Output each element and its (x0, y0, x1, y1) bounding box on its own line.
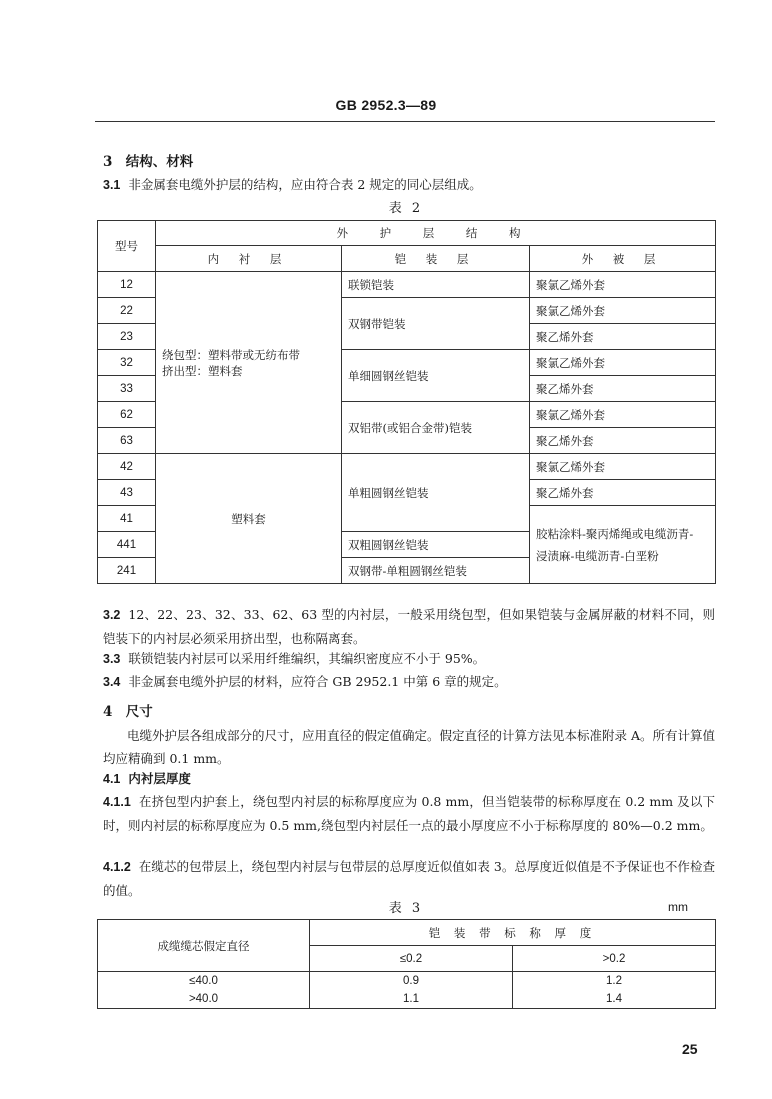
section-4-intro (103, 724, 715, 770)
table-2-caption: 表 2 (388, 201, 424, 216)
outer-cell: 聚乙烯外套 (530, 480, 716, 506)
clause-text: 非金属套电缆外护层的结构，应由符合表 2 规定的同心层组成。 (128, 177, 482, 192)
clause-text: 12、22、23、32、33、62、63 型的内衬层，一般采用绕包型，但如果铠装与金属屏蔽的材料不同，则铠装下的内衬层必须采用挤出型，也称隔离套。 (103, 607, 715, 646)
table-3 (97, 919, 716, 1009)
outer-special-line: 浸渍麻-电缆沥青-白垩粉 (536, 548, 659, 563)
outer-special-line: 胶粘涂料-聚丙烯绳或电缆沥青- (536, 526, 694, 541)
clause-3-2 (103, 603, 715, 650)
page-number: 25 (682, 1041, 698, 1057)
thickness-value: 1.1 (403, 993, 419, 1005)
outer-cell: 聚氯乙烯外套 (530, 454, 716, 480)
diameter-value: >40.0 (188, 993, 219, 1005)
paragraph-text: 电缆外护层各组成部分的尺寸，应用直径的假定值确定。假定直径的计算方法见本标准附录 A。所有计算值均应精确到 0.1 mm。 (103, 728, 716, 766)
armor-cell: 双钢带-单粗圆钢丝铠装 (342, 558, 530, 584)
inner-layer-group-a (156, 272, 342, 454)
clause-number: 4.1.2 (103, 860, 131, 874)
header-gt-0-2: >0.2 (513, 946, 716, 972)
model-cell: 43 (98, 480, 156, 506)
clause-number: 3.4 (103, 675, 121, 689)
outer-cell: 聚氯乙烯外套 (530, 298, 716, 324)
outer-cell: 聚乙烯外套 (530, 428, 716, 454)
armor-cell: 双粗圆钢丝铠装 (342, 532, 530, 558)
armor-cell: 双钢带铠装 (342, 298, 530, 350)
outer-cell: 聚氯乙烯外套 (530, 272, 716, 298)
section-4-heading (103, 700, 153, 720)
outer-cell: 聚氯乙烯外套 (530, 402, 716, 428)
diameter-value: ≤40.0 (189, 975, 218, 987)
thickness-value: 1.4 (606, 993, 622, 1005)
clause-text: 在缆芯的包带层上，绕包型内衬层与包带层的总厚度近似值如表 3。总厚度近似值是不予保证也不作检查的值。 (103, 859, 715, 898)
thickness-value: 0.9 (403, 975, 419, 987)
clause-3-4 (103, 670, 715, 694)
outer-cell-special (530, 506, 716, 584)
table-3-caption: 表 3 (388, 901, 424, 916)
outer-cell: 聚氯乙烯外套 (530, 350, 716, 376)
armor-cell: 联锁铠装 (342, 272, 530, 298)
header-model: 型号 (98, 221, 156, 272)
inner-layer-wrapped: 绕包型：塑料带或无纺布带 (162, 347, 300, 362)
header-le-0-2: ≤0.2 (310, 946, 513, 972)
section-number: 4 (103, 704, 113, 720)
model-cell: 41 (98, 506, 156, 532)
section-title: 尺寸 (125, 704, 153, 720)
clause-number: 3.3 (103, 652, 121, 666)
model-cell: 63 (98, 428, 156, 454)
clause-4-1-2 (103, 855, 715, 902)
armor-cell: 单细圆钢丝铠装 (342, 350, 530, 402)
armor-cell: 双铝带(或铝合金带)铠装 (342, 402, 530, 454)
clause-text: 非金属套电缆外护层的材料，应符合 GB 2952.1 中第 6 章的规定。 (128, 674, 507, 689)
clause-text: 联锁铠装内衬层可以采用纤维编织，其编织密度应不小于 95%。 (128, 651, 486, 666)
table-2 (97, 220, 716, 584)
model-cell: 241 (98, 558, 156, 584)
header-outer-layer: 外 被 层 (530, 246, 716, 272)
outer-cell: 聚乙烯外套 (530, 376, 716, 402)
model-cell: 23 (98, 324, 156, 350)
thickness-le-cell (310, 972, 513, 1009)
clause-3-1 (103, 173, 715, 197)
clause-number: 4.1.1 (103, 795, 131, 809)
model-cell: 22 (98, 298, 156, 324)
section-title: 结构、材料 (125, 154, 194, 170)
clause-number: 4.1 (103, 772, 121, 786)
inner-layer-extruded: 挤出型：塑料套 (162, 363, 243, 378)
model-cell: 32 (98, 350, 156, 376)
armor-cell: 单粗圆钢丝铠装 (342, 454, 530, 532)
thickness-value: 1.2 (606, 975, 622, 987)
thickness-gt-cell (513, 972, 716, 1009)
clause-4-1-1 (103, 790, 715, 837)
model-cell: 441 (98, 532, 156, 558)
section-3-heading (103, 150, 193, 170)
header-rule (95, 121, 715, 122)
model-cell: 12 (98, 272, 156, 298)
diameter-cell (98, 972, 310, 1009)
clause-4-1 (103, 767, 715, 791)
header-inner-layer: 内 衬 层 (156, 246, 342, 272)
header-structure: 外 护 层 结 构 (156, 221, 716, 246)
header-diameter: 成缆缆芯假定直径 (98, 920, 310, 972)
clause-number: 3.2 (103, 608, 121, 622)
clause-title: 内衬层厚度 (128, 771, 191, 786)
clause-text: 在挤包型内护套上，绕包型内衬层的标称厚度应为 0.8 mm，但当铠装带的标称厚度在 0.2 mm 及以下时，则内衬层的标称厚度应为 0.5 mm,绕包型内衬层任一点的最小厚度应不小于标称厚度的 80%—0.2 mm。 (103, 794, 715, 833)
outer-cell: 聚乙烯外套 (530, 324, 716, 350)
section-number: 3 (103, 154, 113, 170)
document-header: GB 2952.3—89 (335, 97, 437, 113)
clause-3-3 (103, 647, 715, 671)
header-tape-thickness: 铠 装 带 标 称 厚 度 (310, 920, 716, 946)
model-cell: 33 (98, 376, 156, 402)
clause-number: 3.1 (103, 178, 121, 192)
header-armor-layer: 铠 装 层 (342, 246, 530, 272)
model-cell: 62 (98, 402, 156, 428)
model-cell: 42 (98, 454, 156, 480)
table-3-unit: mm (668, 900, 688, 914)
inner-layer-group-b: 塑料套 (156, 454, 342, 584)
